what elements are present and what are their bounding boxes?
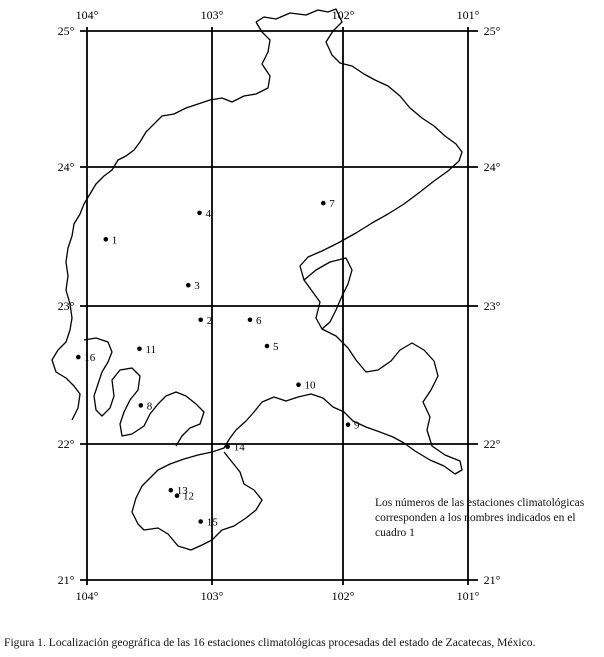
latitude-label: 24° bbox=[483, 160, 501, 174]
station-label: 11 bbox=[145, 343, 157, 356]
station-point bbox=[186, 283, 191, 288]
station-point bbox=[137, 347, 142, 352]
longitude-label: 104° bbox=[75, 589, 99, 603]
station-label: 3 bbox=[194, 280, 200, 293]
latitude-label: 22° bbox=[483, 437, 501, 451]
station-point bbox=[169, 488, 174, 493]
latitude-label: 21° bbox=[483, 573, 501, 587]
latitude-label: 22° bbox=[57, 437, 75, 451]
station-point bbox=[296, 382, 301, 387]
station-point bbox=[346, 422, 351, 427]
station-label: 8 bbox=[146, 400, 153, 413]
longitude-label: 102° bbox=[331, 8, 355, 22]
station-point bbox=[198, 519, 203, 524]
station-point bbox=[248, 318, 253, 323]
station-point bbox=[265, 344, 270, 349]
station-label: 15 bbox=[206, 516, 218, 529]
longitude-label: 102° bbox=[331, 589, 355, 603]
station-layer bbox=[76, 198, 360, 528]
latitude-label: 23° bbox=[57, 299, 75, 313]
state-outline bbox=[132, 9, 462, 550]
latitude-label: 25° bbox=[483, 24, 501, 38]
longitude-label: 104° bbox=[75, 8, 99, 22]
station-label: 10 bbox=[304, 379, 316, 392]
station-label: 16 bbox=[84, 352, 96, 365]
station-label: 6 bbox=[256, 314, 262, 327]
longitude-label: 101° bbox=[456, 8, 480, 22]
state-outline-west-lobe bbox=[84, 338, 204, 446]
station-point bbox=[139, 403, 144, 408]
longitude-label: 103° bbox=[200, 589, 224, 603]
latitude-label: 21° bbox=[57, 573, 75, 587]
longitude-labels-bottom bbox=[76, 589, 480, 603]
latitude-label: 24° bbox=[57, 160, 75, 174]
station-label: 4 bbox=[205, 207, 211, 220]
station-point bbox=[197, 211, 202, 216]
station-label: 7 bbox=[329, 198, 335, 211]
station-point bbox=[225, 444, 230, 449]
longitude-labels-top bbox=[76, 8, 480, 22]
latitude-label: 23° bbox=[483, 299, 501, 313]
longitude-label: 103° bbox=[200, 8, 224, 22]
station-note: Los números de las estaciones climatológicas corresponden a los nombres indicados en el cuadro 1 bbox=[375, 497, 585, 539]
station-point bbox=[104, 237, 109, 242]
latitude-labels-left bbox=[58, 24, 75, 587]
figure-caption: Figura 1. Localización geográfica de las 16 estaciones climatológicas procesadas del estado de Zacatecas, México. bbox=[4, 636, 536, 649]
station-label: 9 bbox=[354, 419, 360, 432]
state-outline-inner-east bbox=[304, 258, 352, 329]
station-label: 14 bbox=[233, 441, 245, 454]
latitude-label: 25° bbox=[57, 24, 75, 38]
station-label: 12 bbox=[183, 490, 194, 503]
station-label: 5 bbox=[273, 341, 279, 353]
station-label: 2 bbox=[206, 314, 213, 327]
station-label: 13 bbox=[176, 485, 188, 498]
longitude-label: 101° bbox=[456, 589, 480, 603]
station-point bbox=[321, 201, 326, 206]
station-point bbox=[76, 355, 81, 360]
station-point bbox=[198, 318, 203, 323]
station-label: 1 bbox=[111, 234, 118, 247]
